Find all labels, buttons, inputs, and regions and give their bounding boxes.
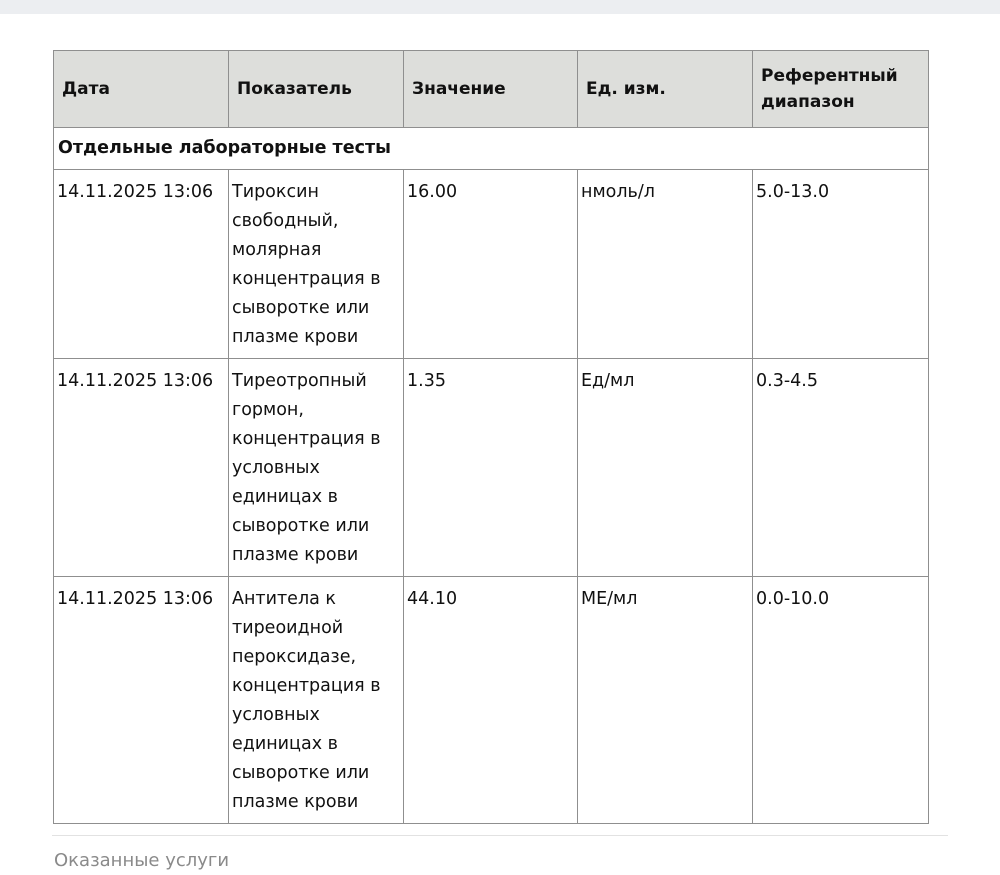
cell-reference: 0.0-10.0 <box>753 577 929 824</box>
column-header-indicator: Показатель <box>229 51 404 128</box>
cell-date: 14.11.2025 13:06 <box>54 170 229 359</box>
cell-value: 16.00 <box>404 170 578 359</box>
cell-indicator: Тиреотропный гормон, концентрация в условных единицах в сыворотке или плазме крови <box>229 359 404 577</box>
cell-value: 1.35 <box>404 359 578 577</box>
services-section-link[interactable]: Оказанные услуги <box>54 850 230 871</box>
cell-unit: МЕ/мл <box>578 577 753 824</box>
table-row <box>54 359 929 577</box>
table-row <box>54 170 929 359</box>
section-row <box>54 128 929 170</box>
column-header-date: Дата <box>54 51 229 128</box>
cell-unit: Ед/мл <box>578 359 753 577</box>
cell-value: 44.10 <box>404 577 578 824</box>
section-divider <box>52 835 948 836</box>
column-header-unit: Ед. изм. <box>578 51 753 128</box>
cell-reference: 5.0-13.0 <box>753 170 929 359</box>
cell-unit: нмоль/л <box>578 170 753 359</box>
cell-date: 14.11.2025 13:06 <box>54 577 229 824</box>
top-bar <box>0 0 1000 14</box>
table-row <box>54 577 929 824</box>
table-header-row <box>54 51 929 128</box>
cell-indicator: Тироксин свободный, молярная концентрация в сыворотке или плазме крови <box>229 170 404 359</box>
cell-date: 14.11.2025 13:06 <box>54 359 229 577</box>
column-header-value: Значение <box>404 51 578 128</box>
column-header-reference: Референтный диапазон <box>753 51 929 128</box>
cell-reference: 0.3-4.5 <box>753 359 929 577</box>
lab-results-table <box>53 50 929 824</box>
cell-indicator: Антитела к тиреоидной пероксидазе, концентрация в условных единицах в сыворотке или плазме крови <box>229 577 404 824</box>
section-title: Отдельные лабораторные тесты <box>54 128 929 170</box>
